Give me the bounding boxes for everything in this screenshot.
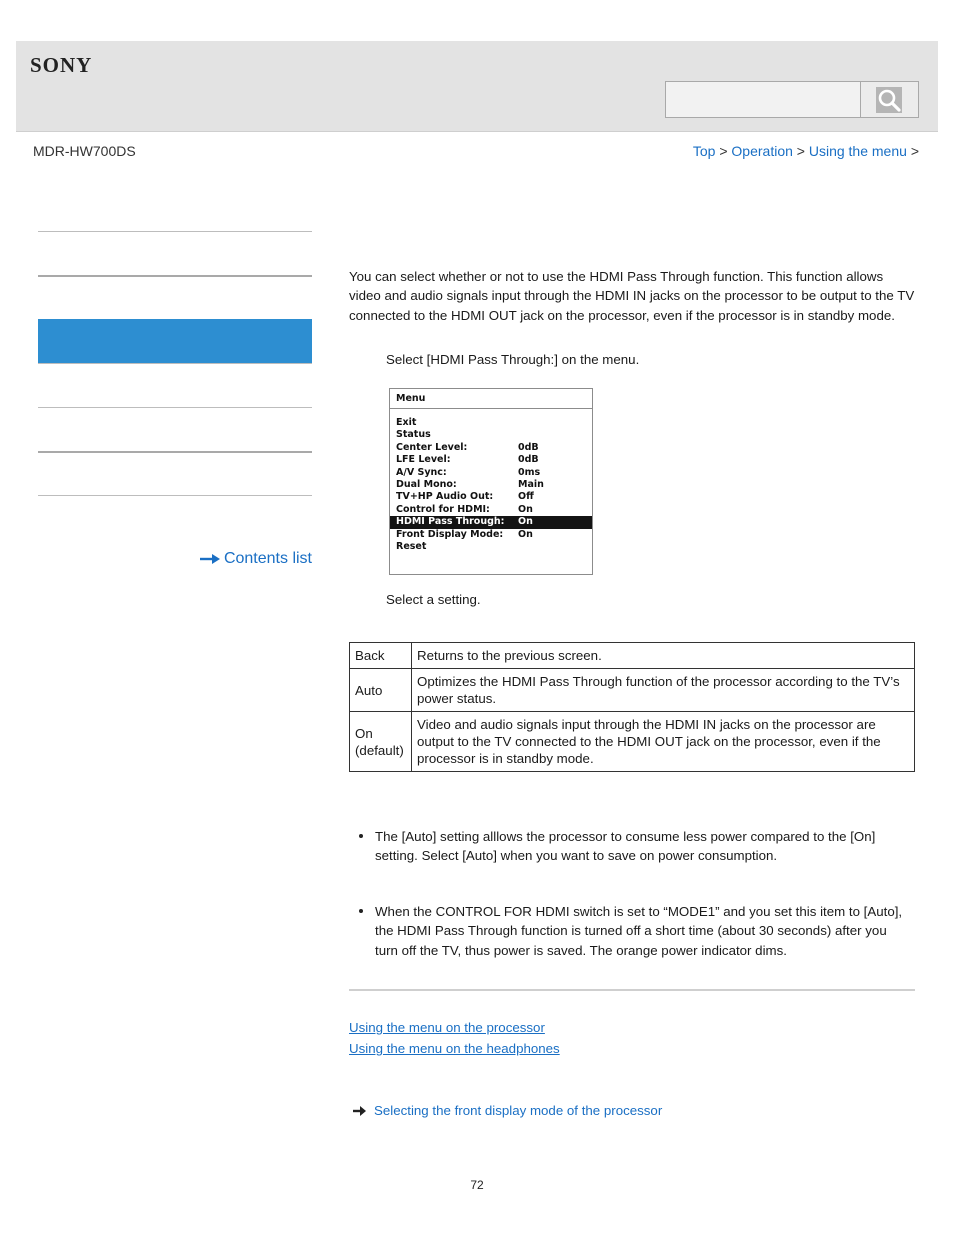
sidebar-item-active[interactable] — [38, 319, 312, 363]
bullet-icon — [359, 834, 363, 838]
model-name: MDR-HW700DS — [33, 143, 136, 159]
settings-table — [349, 642, 915, 772]
sidebar — [38, 231, 312, 567]
sidebar-item[interactable] — [38, 363, 312, 407]
menu-screen-item: Control for HDMI: On — [396, 503, 533, 515]
step-1-text: Select [HDMI Pass Through:] on the menu. — [386, 352, 640, 367]
related-link-processor-menu[interactable]: Using the menu on the processor — [349, 1020, 545, 1035]
bullet-icon — [359, 909, 363, 913]
sidebar-item[interactable] — [38, 275, 312, 319]
sony-logo[interactable]: SONY — [30, 53, 93, 77]
setting-key: On (default) — [350, 712, 412, 772]
sidebar-divider — [38, 495, 312, 496]
contents-list-label: Contents list — [223, 550, 312, 567]
breadcrumb-using-menu[interactable]: Using the menu — [808, 143, 907, 159]
setting-description: Returns to the previous screen. — [412, 643, 915, 669]
next-topic-label: Selecting the front display mode of the processor — [374, 1103, 663, 1118]
breadcrumb-separator: > — [910, 143, 919, 159]
sidebar-item[interactable] — [38, 451, 312, 495]
breadcrumb-separator: > — [796, 143, 805, 159]
note-text: When the CONTROL FOR HDMI switch is set to “MODE1” and you set this item to [Auto], the HDMI Pass Through function is turned off a short time (about 30 seconds) after you turn off the TV, thus power is saved. The orange power indicator dims. — [375, 904, 903, 958]
menu-screen-item: Exit — [396, 417, 417, 428]
breadcrumb-operation[interactable]: Operation — [731, 143, 793, 159]
table-row — [350, 643, 915, 669]
setting-description: Video and audio signals input through the HDMI IN jacks on the processor are output to the TV connected to the HDMI OUT jack on the processor, even if the processor is in standby mode. — [412, 712, 915, 772]
breadcrumb — [693, 143, 919, 159]
menu-screen-item: Front Display Mode: On — [396, 528, 533, 540]
menu-screen-item: Center Level: 0dB — [396, 441, 539, 453]
note-item — [359, 827, 909, 866]
sidebar-item[interactable] — [38, 407, 312, 451]
menu-screen-item: LFE Level: 0dB — [396, 454, 539, 466]
arrow-right-icon — [200, 554, 220, 564]
menu-screen-image — [389, 388, 593, 575]
note-item — [359, 902, 909, 960]
step-2-text: Select a setting. — [386, 592, 481, 607]
menu-screen-list — [390, 417, 592, 553]
sidebar-item[interactable] — [38, 231, 312, 275]
breadcrumb-separator: > — [719, 143, 728, 159]
breadcrumb-top[interactable]: Top — [692, 143, 716, 159]
contents-list-link[interactable] — [200, 550, 312, 568]
menu-screen-item: Dual Mono: Main — [396, 478, 544, 490]
page-number: 72 — [470, 1178, 484, 1192]
search-button[interactable] — [860, 82, 918, 117]
menu-screen-item: Status — [396, 429, 431, 441]
related-link-headphones-menu[interactable]: Using the menu on the headphones — [349, 1041, 560, 1056]
setting-key: Auto — [350, 669, 412, 712]
table-row — [350, 669, 915, 712]
menu-screen-title: Menu — [390, 389, 592, 409]
next-topic-link[interactable] — [353, 1103, 662, 1118]
section-divider — [349, 989, 915, 991]
menu-screen-item-selected: HDMI Pass Through: On — [390, 516, 592, 528]
search-icon — [876, 87, 902, 113]
menu-screen-item: A/V Sync: 0ms — [396, 466, 541, 478]
menu-screen-item: TV+HP Audio Out: Off — [396, 491, 534, 503]
site-header — [16, 41, 938, 132]
search-input[interactable] — [666, 82, 865, 119]
table-row — [350, 712, 915, 772]
search-box — [665, 81, 919, 118]
setting-description: Optimizes the HDMI Pass Through function of the processor according to the TV’s power status. — [412, 669, 915, 712]
menu-screen-item: Reset — [396, 540, 427, 552]
arrow-right-icon — [353, 1106, 366, 1116]
intro-paragraph: You can select whether or not to use the HDMI Pass Through function. This function allows video and audio signals input through the HDMI IN jacks on the processor to be output to the TV connected to the HDMI OUT jack on the processor, even if the processor is in standby mode. — [349, 269, 915, 323]
setting-key: Back — [350, 643, 412, 669]
note-text: The [Auto] setting alllows the processor to consume less power compared to the [On] setting. Select [Auto] when you want to save on power consumption. — [375, 829, 876, 864]
